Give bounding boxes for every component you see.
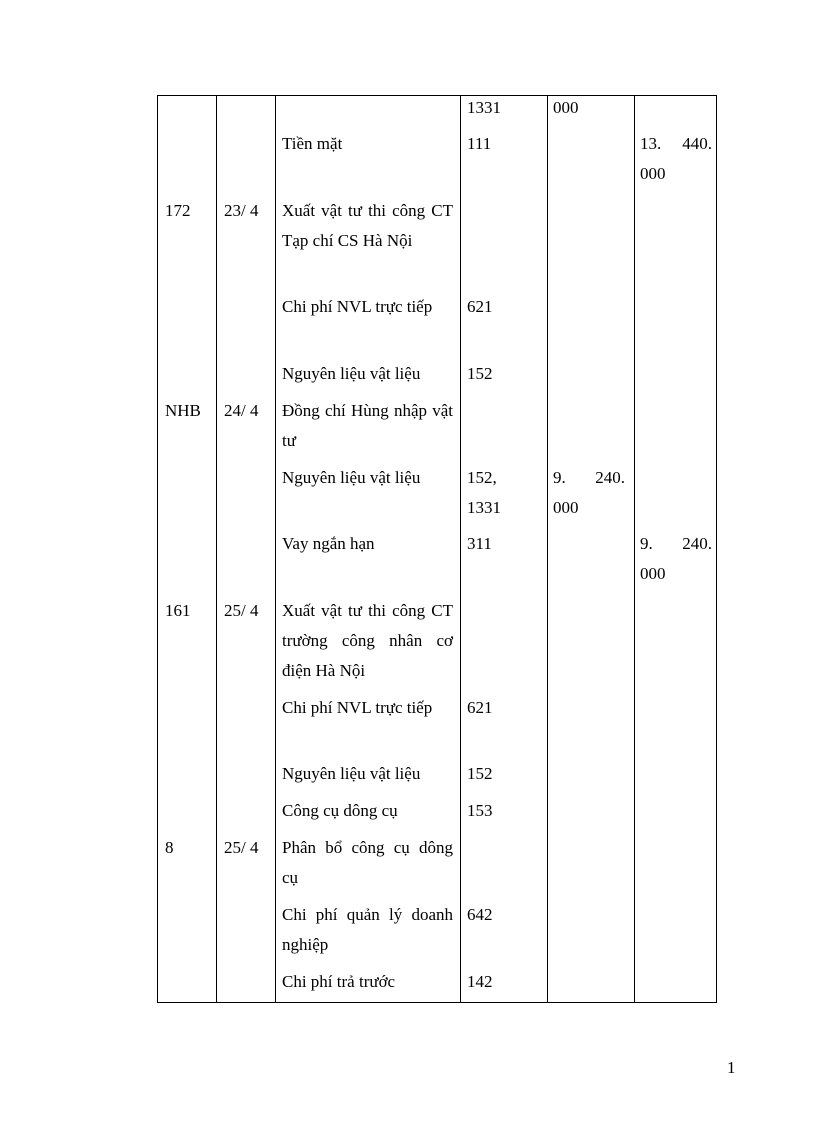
date-cell: 25/ 4	[224, 601, 259, 620]
ledger-table	[157, 95, 717, 1003]
date-cell: 25/ 4	[224, 838, 259, 857]
account-cell: 1331	[467, 98, 501, 117]
column-divider	[275, 96, 276, 1002]
column-divider	[634, 96, 635, 1002]
description-cell: Phân bổ công cụ dông cụ	[282, 838, 453, 887]
account-cell: 311	[467, 534, 492, 553]
account-cell: 152	[467, 364, 493, 383]
description-cell: Nguyên liệu vật liệu	[282, 468, 421, 487]
voucher-number-cell: 161	[165, 601, 191, 620]
description-cell: Xuất vật tư thi công CT Tạp chí CS Hà Nội	[282, 201, 453, 250]
account-cell: 152	[467, 764, 493, 783]
debit-cell: 9. 240. 000	[553, 468, 625, 517]
account-cell: 111	[467, 134, 492, 153]
voucher-number-cell: 8	[165, 838, 174, 857]
column-divider	[216, 96, 217, 1002]
date-cell: 23/ 4	[224, 201, 259, 220]
description-cell: Công cụ dông cụ	[282, 801, 398, 820]
description-cell: Đồng chí Hùng nhập vật tư	[282, 401, 453, 450]
voucher-number-cell: 172	[165, 201, 191, 220]
description-cell: Chi phí trả trước	[282, 972, 396, 991]
account-cell: 152, 1331	[467, 468, 501, 517]
account-cell: 621	[467, 297, 493, 316]
credit-cell: 13. 440. 000	[640, 134, 712, 183]
account-cell: 142	[467, 972, 493, 991]
description-cell: Tiền mặt	[282, 134, 343, 153]
account-cell: 642	[467, 905, 493, 924]
date-cell: 24/ 4	[224, 401, 259, 420]
debit-cell: 000	[553, 98, 579, 117]
account-cell: 153	[467, 801, 493, 820]
page-number: 1	[727, 1058, 736, 1077]
description-cell: Vay ngắn hạn	[282, 534, 375, 553]
description-cell: Chi phí NVL trực tiếp	[282, 297, 433, 316]
description-cell: Chi phí NVL trực tiếp	[282, 698, 433, 717]
column-divider	[547, 96, 548, 1002]
description-cell: Nguyên liệu vật liệu	[282, 764, 421, 783]
account-cell: 621	[467, 698, 493, 717]
column-divider	[460, 96, 461, 1002]
voucher-number-cell: NHB	[165, 401, 201, 420]
description-cell: Xuất vật tư thi công CT trường công nhân cơ điện Hà Nội	[282, 601, 453, 680]
description-cell: Nguyên liệu vật liệu	[282, 364, 421, 383]
credit-cell: 9. 240. 000	[640, 534, 712, 583]
description-cell: Chi phí quản lý doanh nghiệp	[282, 905, 453, 954]
